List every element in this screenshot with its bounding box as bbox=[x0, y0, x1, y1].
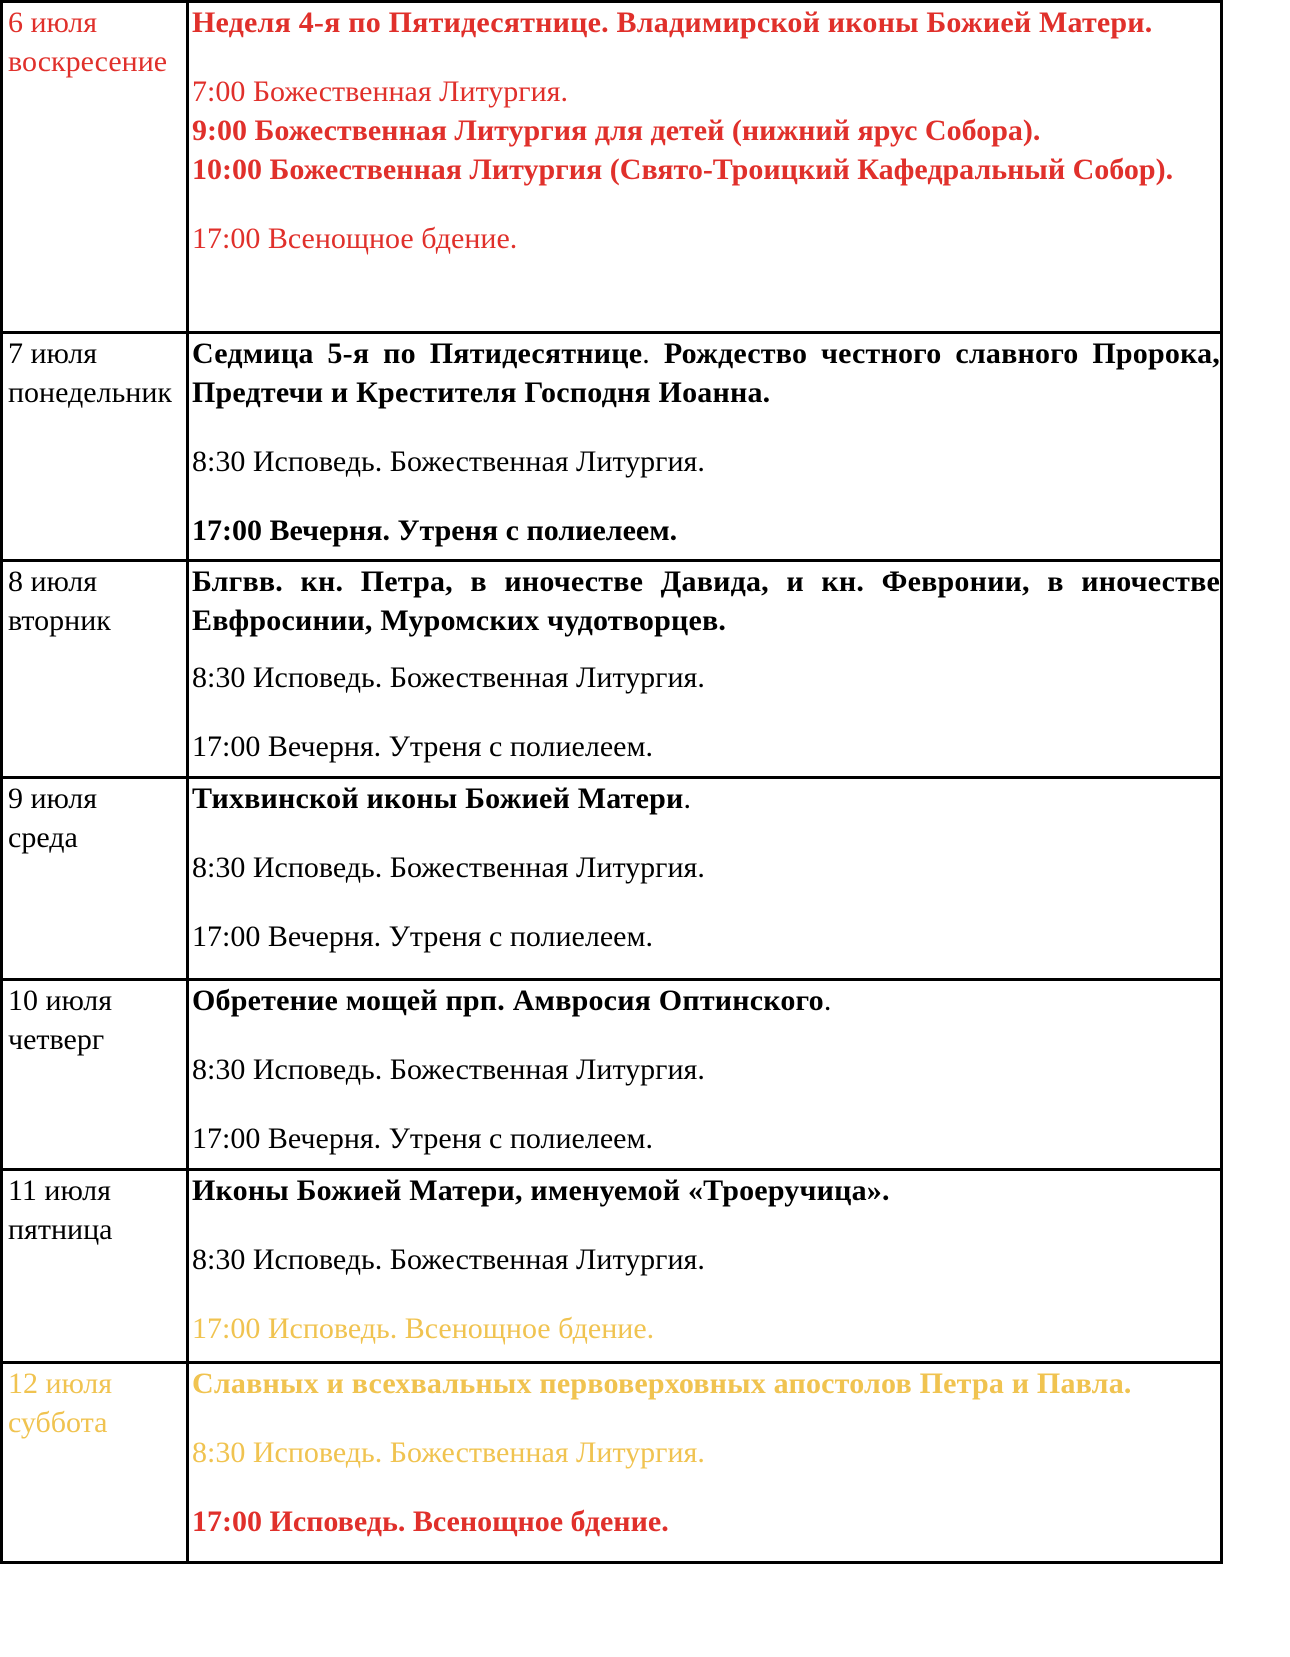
service-line: 8:30 Исповедь. Божественная Литургия. bbox=[192, 1053, 705, 1086]
feast-title: Обретение мощей прп. Амвросия Оптинского. bbox=[192, 984, 832, 1017]
day-content bbox=[188, 778, 1222, 980]
day-date: 11 июля bbox=[8, 1174, 111, 1207]
day-weekday: вторник bbox=[8, 604, 111, 637]
day-date: 10 июля bbox=[8, 984, 112, 1017]
service-line: 17:00 Вечерня. Утреня с полиелеем. bbox=[192, 514, 678, 547]
feast-title: Неделя 4-я по Пятидесятнице. Владимирской иконы Божией Матери. bbox=[192, 6, 1153, 39]
service-line: 17:00 Вечерня. Утреня с полиелеем. bbox=[192, 1122, 653, 1155]
day-content bbox=[188, 980, 1222, 1170]
day-date: 9 июля bbox=[8, 782, 97, 815]
service-line: 8:30 Исповедь. Божественная Литургия. bbox=[192, 661, 705, 694]
day-content bbox=[188, 1363, 1222, 1563]
day-date: 8 июля bbox=[8, 565, 97, 598]
feast-title: Иконы Божией Матери, именуемой «Троеручица». bbox=[192, 1174, 890, 1207]
table-row bbox=[2, 778, 1222, 980]
feast-title: Тихвинской иконы Божией Матери. bbox=[192, 782, 692, 815]
table-row bbox=[2, 2, 1222, 333]
day-content bbox=[188, 333, 1222, 561]
service-line: 8:30 Исповедь. Божественная Литургия. bbox=[192, 1436, 705, 1469]
service-line: 9:00 Божественная Литургия для детей (нижний ярус Собора). bbox=[192, 114, 1041, 147]
day-weekday: среда bbox=[8, 821, 78, 854]
week-title: Седмица 5-я по Пятидесятнице bbox=[192, 337, 643, 370]
table-row bbox=[2, 333, 1222, 561]
table-row bbox=[2, 561, 1222, 778]
feast-title: Славных и всехвальных первоверховных апостолов Петра и Павла. bbox=[192, 1367, 1132, 1400]
title-separator: . bbox=[642, 337, 650, 370]
table-row bbox=[2, 1363, 1222, 1563]
service-line: 17:00 Исповедь. Всенощное бдение. bbox=[192, 1505, 669, 1538]
date-cell bbox=[2, 333, 188, 561]
day-date: 7 июля bbox=[8, 337, 97, 370]
service-line: 17:00 Вечерня. Утреня с полиелеем. bbox=[192, 730, 653, 763]
day-content bbox=[188, 561, 1222, 778]
day-content bbox=[188, 1170, 1222, 1363]
date-cell bbox=[2, 1170, 188, 1363]
date-cell bbox=[2, 778, 188, 980]
feast-title: Блгвв. кн. Петра, в иночестве Давида, и кн. Февронии, в иночестве Евфросинии, Муромских чудотворцев. bbox=[192, 565, 1220, 637]
date-cell bbox=[2, 980, 188, 1170]
feast-title bbox=[192, 334, 1220, 412]
table-row bbox=[2, 1170, 1222, 1363]
service-line: 8:30 Исповедь. Божественная Литургия. bbox=[192, 445, 705, 478]
day-weekday: воскресение bbox=[8, 45, 168, 78]
service-line: 17:00 Исповедь. Всенощное бдение. bbox=[192, 1312, 655, 1345]
date-cell bbox=[2, 561, 188, 778]
service-line: 17:00 Вечерня. Утреня с полиелеем. bbox=[192, 920, 653, 953]
date-cell bbox=[2, 2, 188, 333]
day-weekday: пятница bbox=[8, 1213, 113, 1246]
service-line: 7:00 Божественная Литургия. bbox=[192, 75, 568, 108]
day-date: 6 июля bbox=[8, 6, 97, 39]
service-line: 10:00 Божественная Литургия (Свято-Троицкий Кафедральный Собор). bbox=[192, 153, 1174, 186]
day-weekday: четверг bbox=[8, 1023, 105, 1056]
day-content bbox=[188, 2, 1222, 333]
service-line: 8:30 Исповедь. Божественная Литургия. bbox=[192, 851, 705, 884]
day-date: 12 июля bbox=[8, 1367, 112, 1400]
day-weekday: понедельник bbox=[8, 376, 172, 409]
table-row bbox=[2, 980, 1222, 1170]
feast-name: Рождество честного славного Пророка, Предтечи и Крестителя Господня Иоанна. bbox=[192, 337, 1221, 409]
service-line: 17:00 Всенощное бдение. bbox=[192, 222, 518, 255]
service-line: 8:30 Исповедь. Божественная Литургия. bbox=[192, 1243, 705, 1276]
day-weekday: суббота bbox=[8, 1406, 108, 1439]
date-cell bbox=[2, 1363, 188, 1563]
